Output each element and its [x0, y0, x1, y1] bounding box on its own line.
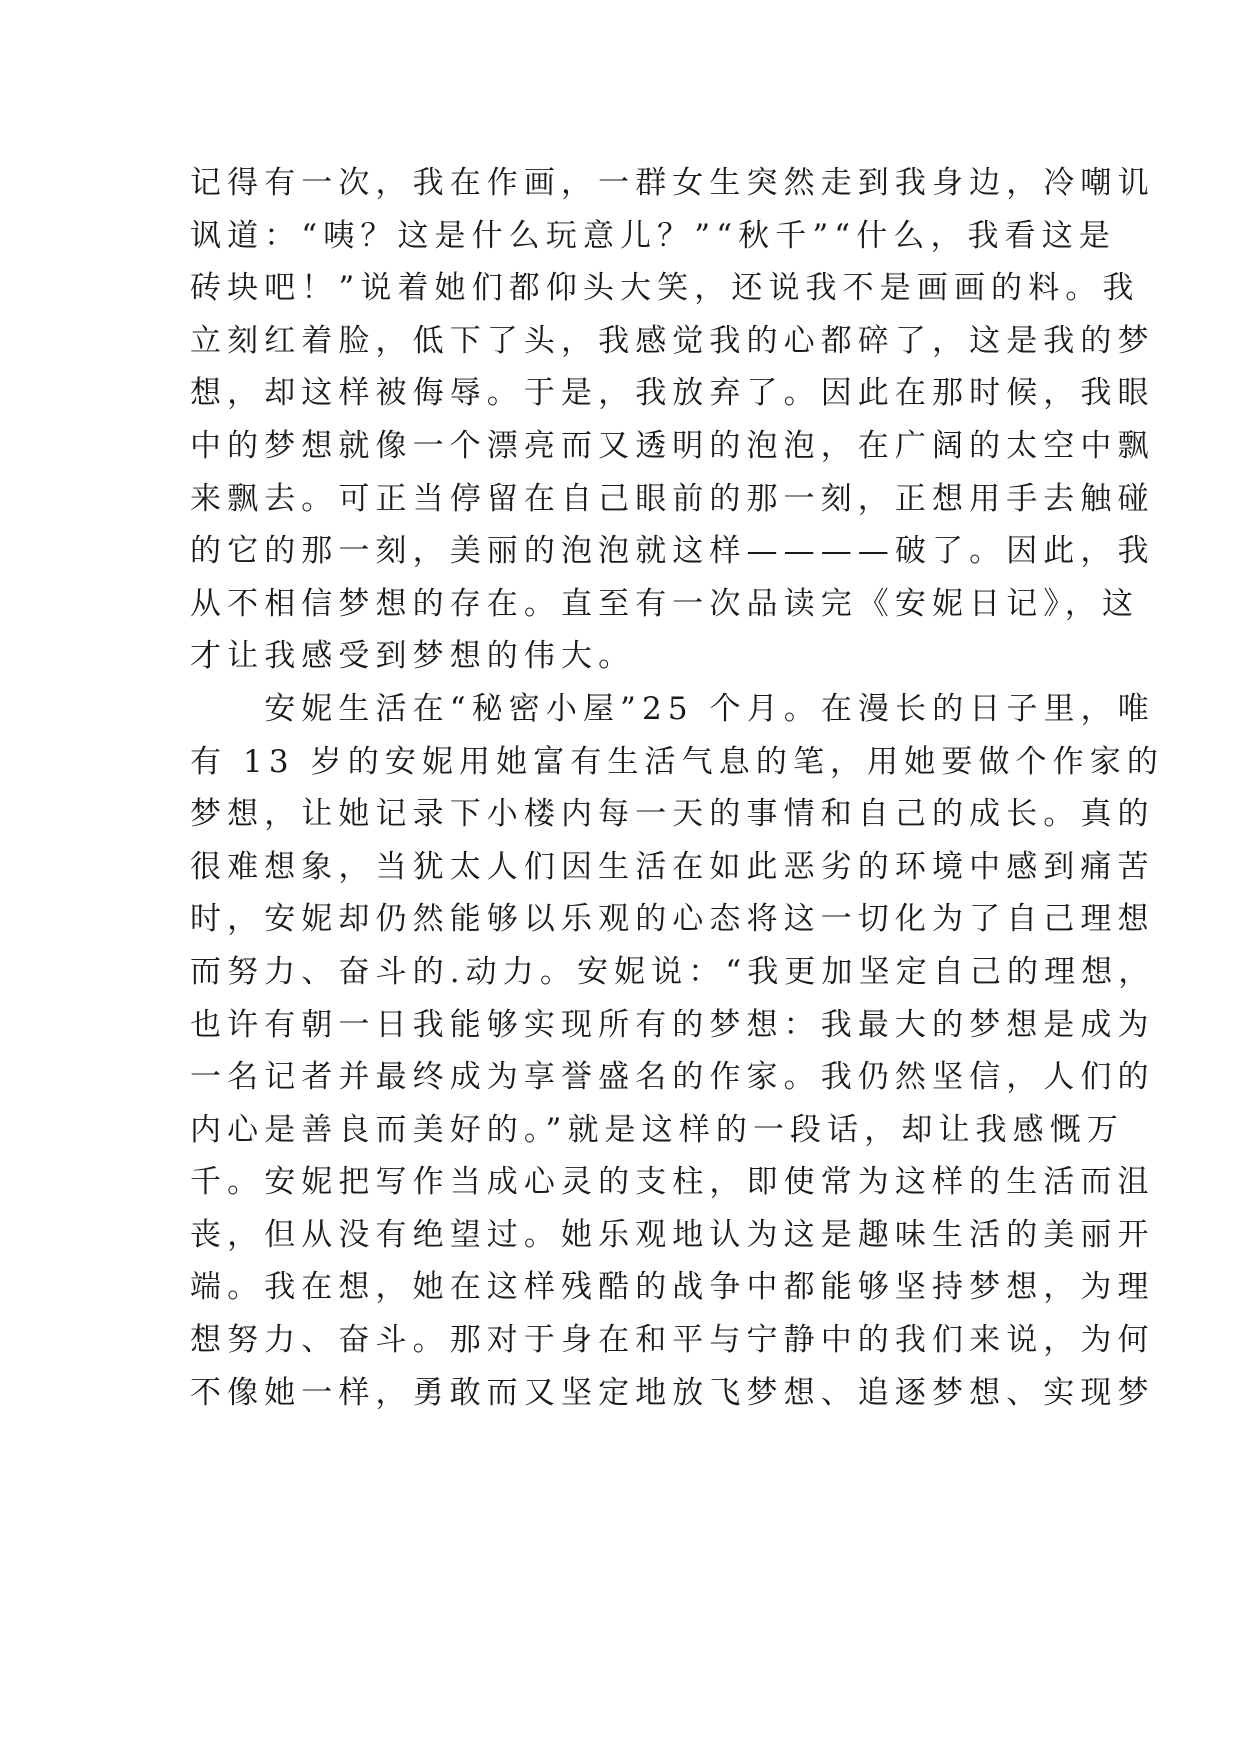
text-line: 梦想，让她记录下小楼内每一天的事情和自己的成长。真的 — [190, 796, 1155, 833]
text-line: 砖块吧！”说着她们都仰头大笑，还说我不是画画的料。我 — [190, 270, 1140, 307]
text-line: 从不相信梦想的存在。直至有一次品读完《安妮日记》，这 — [190, 585, 1140, 622]
text-line: 也许有朝一日我能够实现所有的梦想：我最大的梦想是成为 — [190, 1006, 1155, 1043]
text-line: 一名记者并最终成为享誉盛名的作家。我仍然坚信，人们的 — [190, 1059, 1155, 1096]
text-line: 有 13 岁的安妮用她富有生活气息的笔，用她要做个作家的 — [190, 743, 1164, 780]
text-line: 内心是善良而美好的。”就是这样的一段话，却让我感慨万 — [190, 1111, 1124, 1148]
text-line: 安妮生活在“秘密小屋”25 个月。在漫长的日子里，唯 — [190, 690, 1155, 727]
body-text — [190, 157, 1164, 1419]
text-line: 来飘去。可正当停留在自己眼前的那一刻，正想用手去触碰 — [190, 480, 1155, 517]
text-line: 不像她一样，勇敢而又坚定地放飞梦想、追逐梦想、实现梦 — [190, 1374, 1155, 1411]
text-line: 丧，但从没有绝望过。她乐观地认为这是趣味生活的美丽开 — [190, 1216, 1155, 1253]
text-line: 想努力、奋斗。那对于身在和平与宁静中的我们来说，为何 — [190, 1322, 1155, 1359]
text-line: 时，安妮却仍然能够以乐观的心态将这一切化为了自己理想 — [190, 901, 1155, 938]
text-line: 千。安妮把写作当成心灵的支柱，即使常为这样的生活而沮 — [190, 1164, 1155, 1201]
text-line: 讽道：“咦？这是什么玩意儿？”“秋千”“什么，我看这是 — [190, 217, 1116, 254]
text-line: 才让我感受到梦想的伟大。 — [190, 638, 636, 675]
text-line: 立刻红着脸，低下了头，我感觉我的心都碎了，这是我的梦 — [190, 322, 1155, 359]
text-line: 中的梦想就像一个漂亮而又透明的泡泡，在广阔的太空中飘 — [190, 427, 1155, 464]
text-line: 很难想象，当犹太人们因生活在如此恶劣的环境中感到痛苦 — [190, 848, 1155, 885]
text-line: 记得有一次，我在作画，一群女生突然走到我身边，冷嘲讥 — [190, 165, 1155, 201]
text-line: 而努力、奋斗的.动力。安妮说：“我更加坚定自己的理想， — [190, 953, 1156, 990]
text-line: 端。我在想，她在这样残酷的战争中都能够坚持梦想，为理 — [190, 1269, 1155, 1306]
text-line: 想，却这样被侮辱。于是，我放弃了。因此在那时候，我眼 — [190, 375, 1155, 412]
text-line: 的它的那一刻，美丽的泡泡就这样————破了。因此，我 — [190, 533, 1155, 570]
